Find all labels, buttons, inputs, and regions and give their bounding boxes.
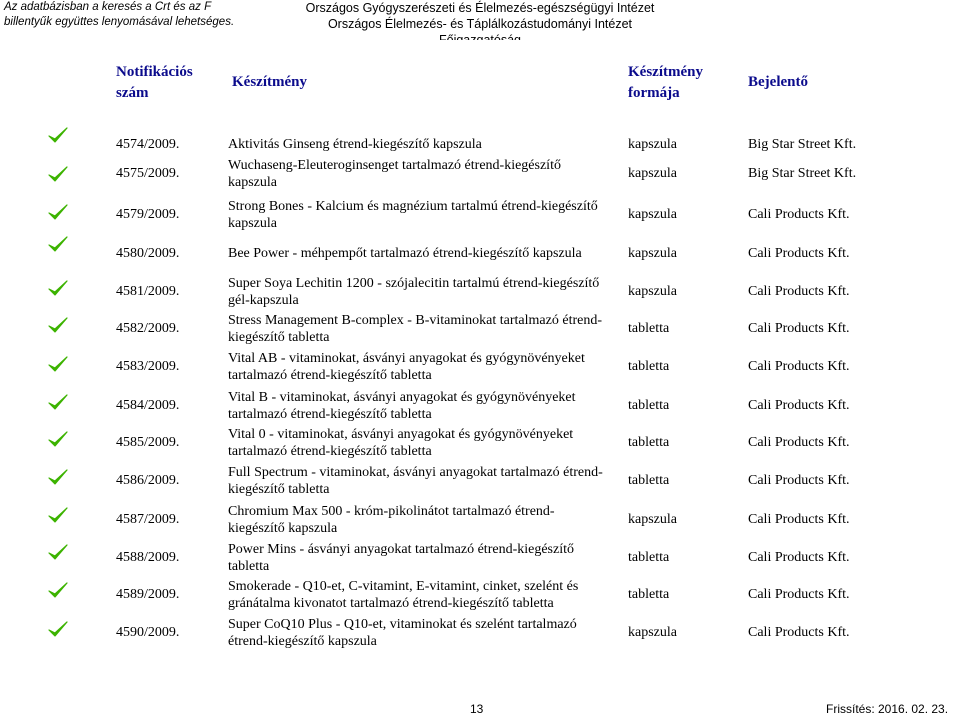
product-name-line: gél-kapszula bbox=[228, 293, 299, 308]
product-name-line: Chromium Max 500 - króm-pikolinátot tartalmazó étrend- bbox=[228, 504, 555, 519]
checkmark-icon bbox=[47, 126, 69, 144]
institute-line-1: Országos Gyógyszerészeti és Élelmezés-egészségügyi Intézet bbox=[305, 1, 655, 15]
checkmark-icon bbox=[47, 581, 69, 599]
notification-number: 4584/2009. bbox=[116, 398, 180, 413]
notification-number: 4580/2009. bbox=[116, 246, 180, 261]
notification-number: 4587/2009. bbox=[116, 512, 180, 527]
product-name-line: Super Soya Lechitin 1200 - szójalecitin tartalmú étrend-kiegészítő bbox=[228, 276, 600, 291]
product-form: kapszula bbox=[628, 166, 677, 181]
product-name-line: Strong Bones - Kalcium és magnézium tartalmú étrend-kiegészítő bbox=[228, 199, 598, 214]
product-form: kapszula bbox=[628, 625, 677, 640]
search-hint bbox=[4, 0, 234, 30]
notification-number: 4581/2009. bbox=[116, 284, 180, 299]
checkmark-icon bbox=[47, 468, 69, 486]
product-name-line: kapszula bbox=[228, 175, 277, 190]
reporter-name: Cali Products Kft. bbox=[748, 550, 850, 565]
product-name-line: tabletta bbox=[228, 559, 270, 574]
header-form bbox=[628, 62, 703, 104]
search-hint-line-1: Az adatbázisban a keresés a Crt és az F bbox=[4, 1, 212, 13]
product-form: tabletta bbox=[628, 398, 670, 413]
refresh-date: Frissítés: 2016. 02. 23. bbox=[826, 702, 949, 716]
product-name-line: Vital 0 - vitaminokat, ásványi anyagokat és gyógynövényeket bbox=[228, 427, 574, 442]
checkmark-icon bbox=[47, 279, 69, 297]
product-form: tabletta bbox=[628, 587, 670, 602]
product-name-line: Vital AB - vitaminokat, ásványi anyagokat és gyógynövényeket bbox=[228, 351, 585, 366]
product-form: kapszula bbox=[628, 246, 677, 261]
product-name-line: étrend-kiegészítő kapszula bbox=[228, 634, 377, 649]
reporter-name: Cali Products Kft. bbox=[748, 625, 850, 640]
checkmark-icon bbox=[47, 506, 69, 524]
reporter-name: Big Star Street Kft. bbox=[748, 166, 857, 181]
header-form-line-2: formája bbox=[628, 85, 680, 101]
table-header bbox=[0, 40, 959, 120]
product-form: kapszula bbox=[628, 207, 677, 222]
product-name-line: tartalmazó étrend-kiegészítő tabletta bbox=[228, 368, 432, 383]
checkmark-icon bbox=[47, 393, 69, 411]
header-notif-line-2: szám bbox=[116, 85, 149, 101]
product-form: kapszula bbox=[628, 284, 677, 299]
product-name-line: kiegészítő tabletta bbox=[228, 330, 330, 345]
checkmark-icon bbox=[47, 203, 69, 221]
product-name-line: tartalmazó étrend-kiegészítő tabletta bbox=[228, 444, 432, 459]
header-notif bbox=[116, 62, 193, 104]
reporter-name: Cali Products Kft. bbox=[748, 246, 850, 261]
product-name-line: Smokerade - Q10-et, C-vitamint, E-vitamint, cinket, szelént és bbox=[228, 579, 579, 594]
notification-number: 4588/2009. bbox=[116, 550, 180, 565]
product-name-line: kiegészítő tabletta bbox=[228, 482, 330, 497]
product-form: tabletta bbox=[628, 321, 670, 336]
notification-number: 4586/2009. bbox=[116, 473, 180, 488]
product-name-line: Stress Management B-complex - B-vitaminokat tartalmazó étrend- bbox=[228, 313, 602, 328]
checkmark-icon bbox=[47, 355, 69, 373]
reporter-name: Cali Products Kft. bbox=[748, 587, 850, 602]
search-hint-line-2: billentyűk együttes lenyomásával lehetséges. bbox=[4, 16, 235, 28]
reporter-name: Cali Products Kft. bbox=[748, 207, 850, 222]
reporter-name: Cali Products Kft. bbox=[748, 321, 850, 336]
product-name-line: kiegészítő kapszula bbox=[228, 521, 338, 536]
reporter-name: Cali Products Kft. bbox=[748, 359, 850, 374]
notification-number: 4585/2009. bbox=[116, 435, 180, 450]
notification-number: 4590/2009. bbox=[116, 625, 180, 640]
product-name-line: Full Spectrum - vitaminokat, ásványi anyagokat tartalmazó étrend- bbox=[228, 465, 603, 480]
checkmark-icon bbox=[47, 235, 69, 253]
notification-number: 4583/2009. bbox=[116, 359, 180, 374]
product-name-line: Aktivitás Ginseng étrend-kiegészítő kapszula bbox=[228, 137, 482, 152]
reporter-name: Cali Products Kft. bbox=[748, 398, 850, 413]
reporter-name: Cali Products Kft. bbox=[748, 512, 850, 527]
reporter-name: Cali Products Kft. bbox=[748, 435, 850, 450]
product-form: tabletta bbox=[628, 435, 670, 450]
header-product: Készítmény bbox=[232, 74, 307, 90]
product-name-line: tartalmazó étrend-kiegészítő tabletta bbox=[228, 407, 432, 422]
notification-number: 4574/2009. bbox=[116, 137, 180, 152]
notification-number: 4582/2009. bbox=[116, 321, 180, 336]
product-name-line: Power Mins - ásványi anyagokat tartalmazó étrend-kiegészítő bbox=[228, 542, 574, 557]
product-name-line: gránátalma kivonatot tartalmazó étrend-kiegészítő tabletta bbox=[228, 596, 554, 611]
notification-number: 4589/2009. bbox=[116, 587, 180, 602]
notification-number: 4575/2009. bbox=[116, 166, 180, 181]
reporter-name: Big Star Street Kft. bbox=[748, 137, 857, 152]
product-form: kapszula bbox=[628, 512, 677, 527]
product-form: kapszula bbox=[628, 137, 677, 152]
header-notif-line-1: Notifikációs bbox=[116, 64, 193, 80]
page-number: 13 bbox=[470, 702, 484, 716]
checkmark-icon bbox=[47, 430, 69, 448]
checkmark-icon bbox=[47, 316, 69, 334]
product-name-line: Super CoQ10 Plus - Q10-et, vitaminokat és szelént tartalmazó bbox=[228, 617, 577, 632]
header-reporter: Bejelentő bbox=[748, 74, 808, 90]
notification-number: 4579/2009. bbox=[116, 207, 180, 222]
reporter-name: Cali Products Kft. bbox=[748, 473, 850, 488]
reporter-name: Cali Products Kft. bbox=[748, 284, 850, 299]
product-form: tabletta bbox=[628, 550, 670, 565]
product-name-line: Wuchaseng-Eleuteroginsenget tartalmazó étrend-kiegészítő bbox=[228, 158, 561, 173]
product-form: tabletta bbox=[628, 473, 670, 488]
checkmark-icon bbox=[47, 165, 69, 183]
product-form: tabletta bbox=[628, 359, 670, 374]
product-name-line: Vital B - vitaminokat, ásványi anyagokat és gyógynövényeket bbox=[228, 390, 576, 405]
checkmark-icon bbox=[47, 543, 69, 561]
product-name-line: Bee Power - méhpempőt tartalmazó étrend-kiegészítő kapszula bbox=[228, 246, 582, 261]
institute-line-2: Országos Élelmezés- és Táplálkozástudományi Intézet bbox=[327, 17, 633, 31]
header-form-line-1: Készítmény bbox=[628, 64, 703, 80]
product-name-line: kapszula bbox=[228, 216, 277, 231]
checkmark-icon bbox=[47, 620, 69, 638]
